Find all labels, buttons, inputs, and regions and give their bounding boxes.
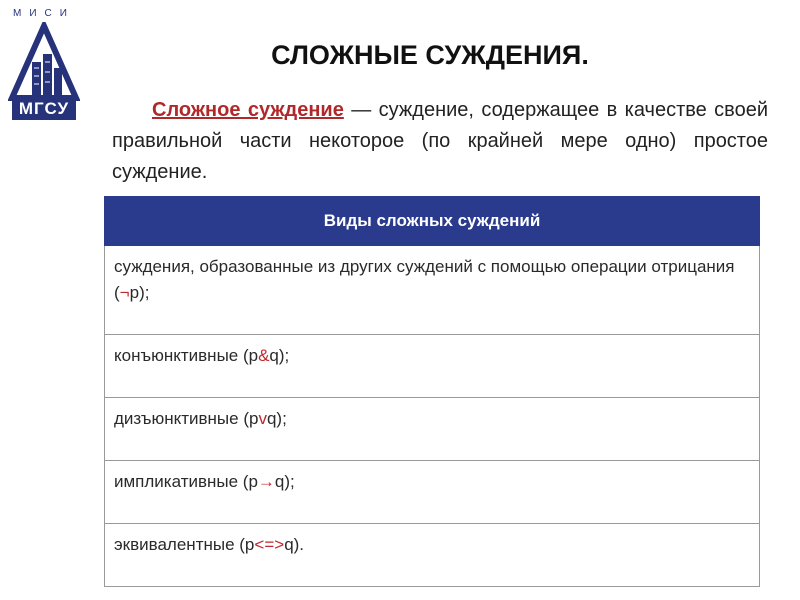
page-title: СЛОЖНЫЕ СУЖДЕНИЯ.: [271, 40, 589, 70]
table-row: [105, 461, 760, 524]
negation-operator: ¬: [119, 283, 130, 302]
logo-mgsu-text: МГСУ: [12, 98, 76, 120]
row-text: конъюнктивные (p: [114, 346, 259, 365]
table-header-row: [105, 197, 760, 246]
table-cell-conjunction: [105, 335, 760, 398]
row-text: дизъюнктивные (p: [114, 409, 259, 428]
row-suffix: q);: [274, 472, 295, 491]
row-text: эквивалентные (p: [114, 535, 255, 554]
disjunction-operator: v: [258, 409, 267, 428]
table-cell-negation: [105, 246, 760, 335]
table-row: [105, 335, 760, 398]
row-text: суждения, образованные из других суждений с помощью операции отрицания (: [114, 257, 735, 302]
table-header: Виды сложных суждений: [105, 197, 760, 246]
row-text: импликативные (p: [114, 472, 258, 491]
row-suffix: q).: [284, 535, 305, 554]
definition-text: — суждение, содержащее в качестве своей правильной части некоторое (по крайней мере одно) простое суждение.: [112, 99, 768, 183]
logo-top-letters: МИСИ: [13, 8, 75, 19]
definition-paragraph: [112, 95, 768, 188]
equivalence-operator: <=>: [254, 535, 285, 554]
kinds-table: [104, 196, 760, 587]
row-suffix: q);: [269, 346, 290, 365]
table-row: [105, 398, 760, 461]
table-row: [105, 524, 760, 587]
row-suffix: q);: [266, 409, 287, 428]
mgsu-logo: [8, 8, 80, 120]
table-cell-implication: [105, 461, 760, 524]
conjunction-operator: &: [258, 346, 270, 365]
table-row: [105, 246, 760, 335]
logo-emblem-icon: [8, 22, 80, 102]
implication-operator: →: [257, 472, 275, 491]
row-suffix: p);: [129, 283, 150, 302]
table-cell-disjunction: [105, 398, 760, 461]
definition-term: Сложное суждение: [152, 99, 344, 121]
table-cell-equivalence: [105, 524, 760, 587]
